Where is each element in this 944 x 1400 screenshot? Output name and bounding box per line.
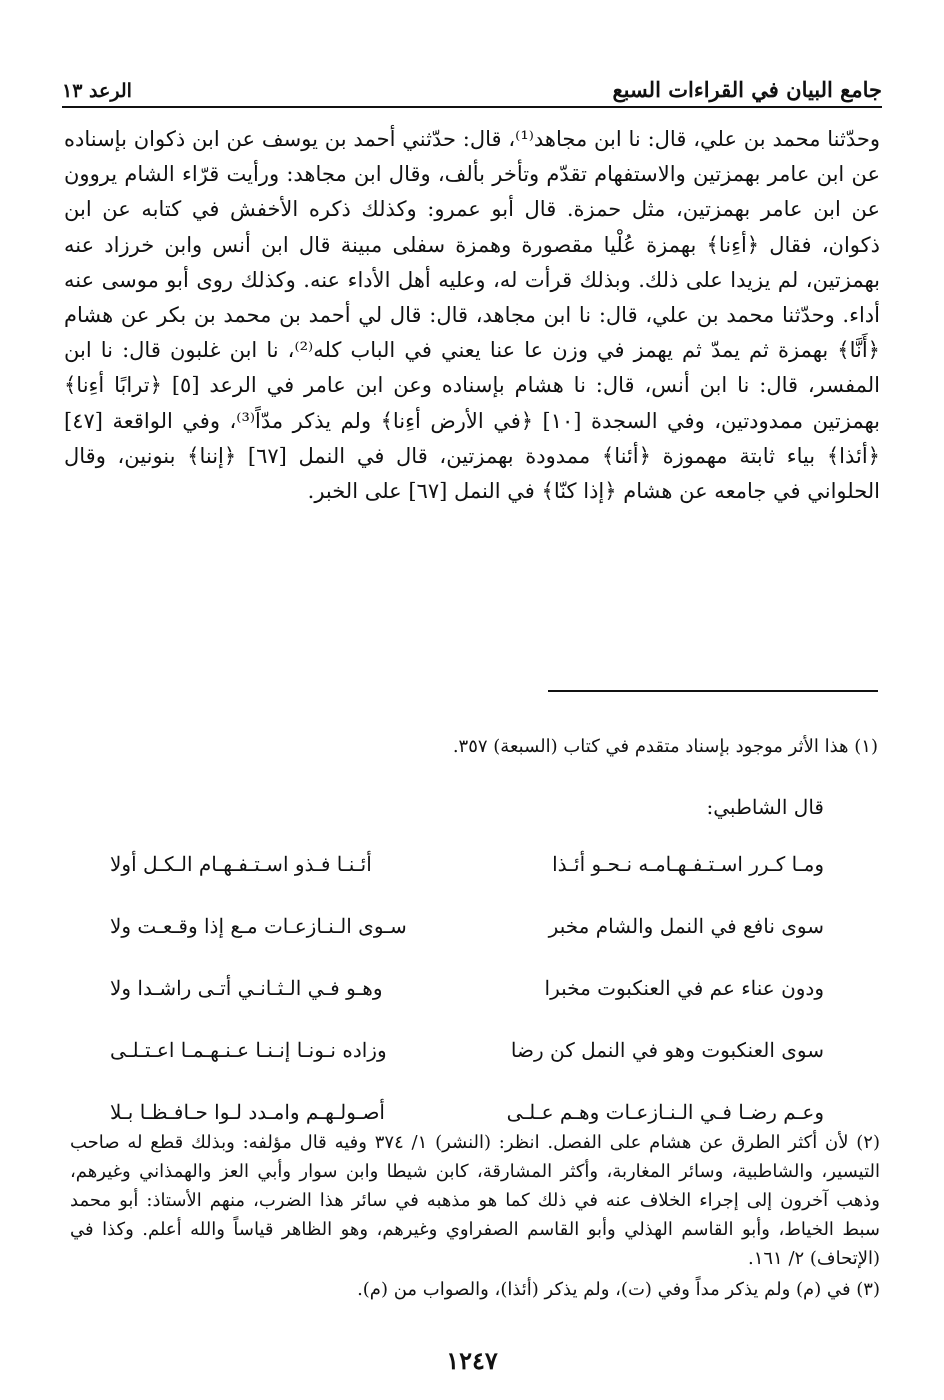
page-header: [62, 62, 882, 108]
verse-second-hemistich: وهـو فـي الـثـانـي أتـى راشـدا ولا: [110, 976, 383, 1000]
main-paragraph: وحدّثنا محمد بن علي، قال: نا ابن مجاهد⁽¹⁾، قال: حدّثني أحمد بن يوسف عن ابن ذكوان بإسناده عن ابن عامر بهمزتين والاستفهام تقدّم وتأخر بألف، وقال ابن مجاهد: ورأيت قرّاء الشام يروون عن ابن عامر بهمزتين، مثل حمزة. قال أبو عمرو: وكذلك ذكره الأخفش في كتابه عن ابن ذكوان، فقال ﴿أءِنا﴾ بهمزة عُلْيا مقصورة وهمزة سفلى مبينة قال ابن أنس وابن خرزاد عنه بهمزتين، لم يزيدا على ذلك. وبذلك قرأت له، وعليه أهل الأداء عنه. وكذلك روى أبو موسى عنه أداء. وحدّثنا محمد بن علي، قال: نا ابن مجاهد، قال: قال لي أحمد بن محمد بن بكر عن هشام ﴿أَنَّا﴾ بهمزة ثم يمدّ ثم يهمز في وزن عا عنا يعني في الباب كله⁽²⁾، نا ابن غلبون قال: نا ابن المفسر، قال: نا ابن أنس، قال: نا هشام بإسناده وعن ابن عامر في الرعد [٥] ﴿ترابًا أءِنا﴾ بهمزتين ممدودتين، وفي السجدة [١٠] ﴿في الأرض أءِنا﴾ ولم يذكر مدّاً⁽³⁾، وفي الواقعة [٤٧] ﴿أئذا﴾ بياء ثابتة مهموزة ﴿أئنا﴾ ممدودة بهمزتين، قال في النمل [٦٧] ﴿إننا﴾ بنونين، وقال الحلواني في جامعه عن هشام ﴿إذا كنّا﴾ في النمل [٦٧] على الخبر.: [64, 127, 880, 504]
verse-line: [110, 957, 824, 1019]
footnote-1: (١) هذا الأثر موجود بإسناد متقدم في كتاب (السبعة) ٣٥٧.: [452, 736, 878, 757]
verse-line: [110, 895, 824, 957]
page-number: ١٢٤٧: [446, 1346, 498, 1375]
footnote-2: (٢) لأن أكثر الطرق عن هشام على الفصل. انظر: (النشر) ١/ ٣٧٤ وفيه قال مؤلفه: وبذلك قطع له صاحب التيسير، والشاطبية، وسائر المغاربة، وأكثر المشارقة، كابن شيطا وابن سوار وأبي العز والهمذاني وغيرهم، وذهب آخرون إلى إجراء الخلاف عنه في ذلك كما هو مذهبه في سائر هذا الضرب، منهم الأستاذ: أبو محمد سبط الخياط، وأبو القاسم الهذلي وأبو القاسم الصفراوي وغيرهم، وهو الظاهر قياساً والله أعلم. وكذا في (الإتحاف) ٢/ ١٦١.: [70, 1132, 881, 1269]
footnote-3: (٣) في (م) ولم يذكر مداً وفي (ت)، ولم يذكر (أئذا)، والصواب من (م).: [357, 1279, 880, 1300]
footnotes-block: [70, 1128, 880, 1304]
footnote-divider: [548, 690, 878, 692]
verse-first-hemistich: سوى نافع في النمل والشام مخبر: [548, 914, 824, 938]
verse-second-hemistich: أصـولـهـم وامـدد لـوا حـافـظـا بـلا: [110, 1100, 385, 1124]
verse-second-hemistich: سـوى الـنـازعـات مـع إذا وقـعـت ولا: [110, 914, 407, 938]
verse-line: [110, 1019, 824, 1081]
poem-block: [110, 795, 824, 1143]
sura-label: الرعد ١٣: [62, 80, 132, 102]
book-title: جامع البيان في القراءات السبع: [612, 77, 882, 102]
verse-first-hemistich: ومـا كـرر اسـتـفـهـامـه نـحـو أئـذا: [552, 852, 824, 876]
verse-second-hemistich: وزاده نـونـا إنـنـا عـنـهـمـا اعـتـلـى: [110, 1038, 387, 1062]
verse-first-hemistich: ودون عناء عم في العنكبوت مخبرا: [544, 976, 824, 1000]
footnote-1-block: [70, 714, 878, 779]
verse-line: [110, 833, 824, 895]
poem-intro: قال الشاطبي:: [706, 795, 824, 819]
main-text-block: [64, 122, 880, 509]
verse-first-hemistich: سوى العنكبوت وهو في النمل كن رضا: [510, 1038, 824, 1062]
verse-second-hemistich: أئـنـا فـذو اسـتـفـهـام الـكـل أولا: [110, 852, 372, 876]
verse-first-hemistich: وعـم رضـا فـي الـنـازعـات وهـم عـلـى: [506, 1100, 824, 1124]
